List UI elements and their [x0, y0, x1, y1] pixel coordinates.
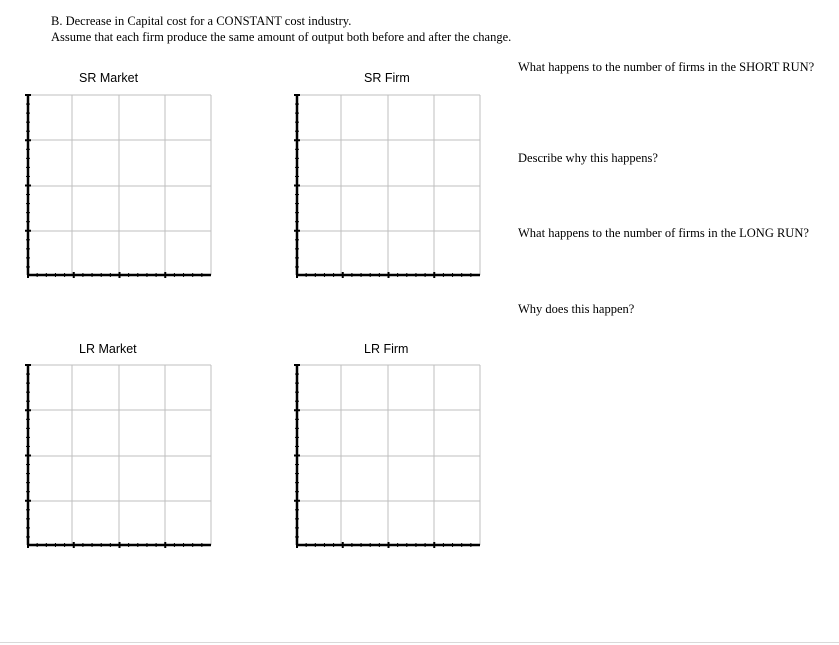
assignment-instructions: Assume that each firm produce the same amount of output both before and after the change.: [51, 30, 512, 44]
lr-firm-title: LR Firm: [364, 342, 409, 356]
sr-firm-title: SR Firm: [364, 71, 410, 85]
question-describe-why: Describe why this happens?: [518, 151, 658, 165]
question-why-happen: Why does this happen?: [518, 302, 635, 316]
sr-firm-graph[interactable]: [291, 90, 486, 280]
assignment-heading: B. Decrease in Capital cost for a CONSTANT cost industry.: [51, 14, 352, 28]
page-divider: [0, 642, 839, 643]
lr-market-graph[interactable]: [22, 360, 217, 550]
sr-market-title: SR Market: [79, 71, 139, 85]
lr-firm-graph[interactable]: [291, 360, 486, 550]
question-short-run: What happens to the number of firms in the SHORT RUN?: [518, 60, 815, 74]
lr-market-title: LR Market: [79, 342, 137, 356]
sr-market-graph[interactable]: [22, 90, 217, 280]
question-long-run: What happens to the number of firms in the LONG RUN?: [518, 226, 809, 240]
